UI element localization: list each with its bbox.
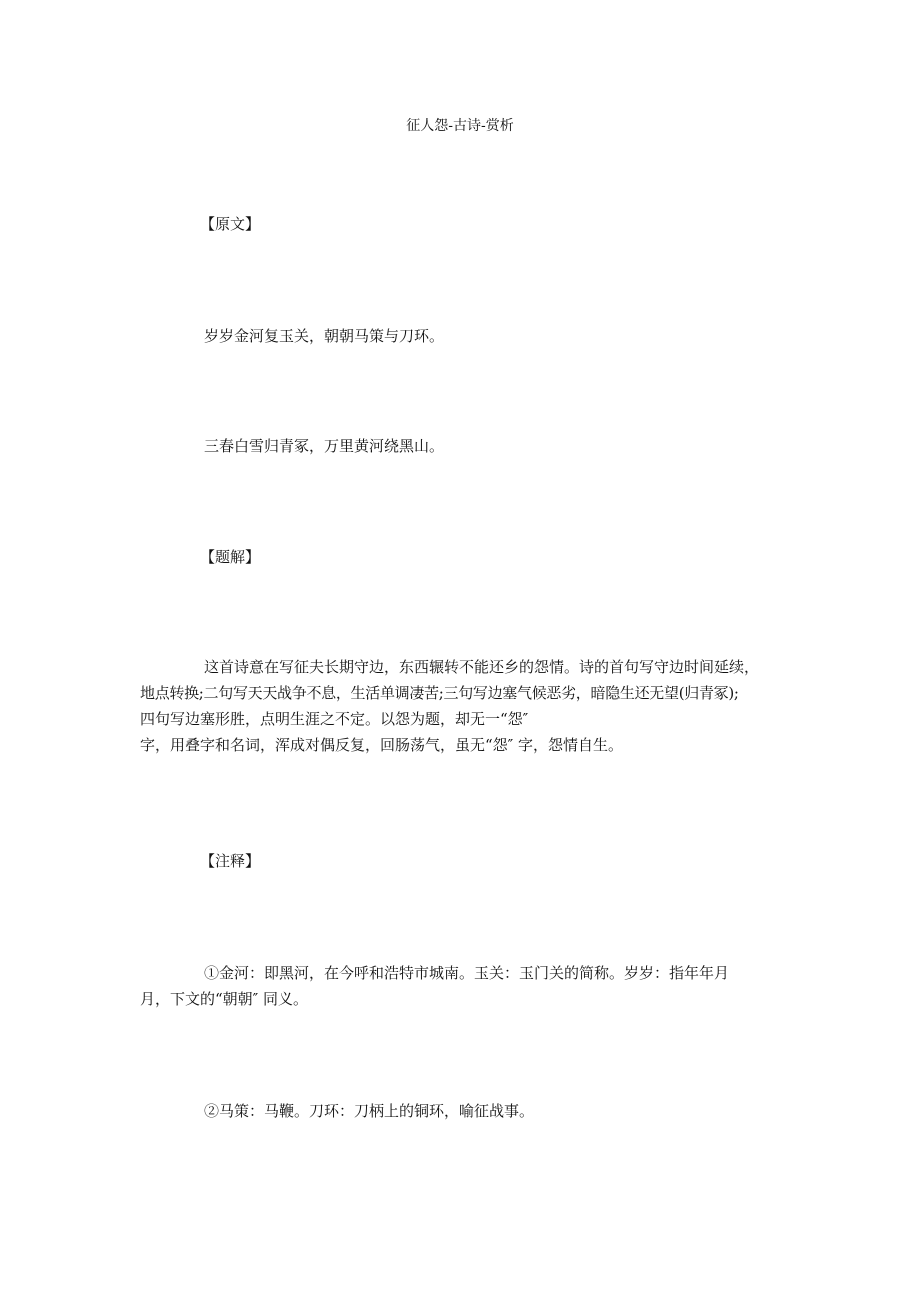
- note-1: [140, 960, 780, 1012]
- note-2: [140, 1098, 780, 1124]
- poem-line-2: [140, 433, 780, 459]
- heading-explanation: 【题解】: [200, 548, 261, 566]
- heading-original: 【原文】: [200, 215, 261, 233]
- explanation-line-1: 这首诗意在写征夫长期守边，东西辗转不能还乡的怨情。诗的首句写守边时间延续，: [204, 658, 760, 676]
- explanation-line-2: 地点转换;二句写天天战争不息，生活单调凄苦;三句写边塞气候恶劣，暗隐生还无望(归青冢);: [140, 684, 739, 702]
- document-title: 征人怨-古诗-赏析: [406, 118, 514, 134]
- heading-notes: 【注释】: [200, 852, 261, 870]
- explanation-line-3: 四句写边塞形胜，点明生涯之不定。以怨为题，却无一“怨″: [140, 710, 529, 728]
- poem-line-2-text: 三春白雪归青冢，万里黄河绕黑山。: [204, 437, 445, 455]
- poem-line-1: [140, 323, 780, 349]
- note-1-line-2: 月，下文的“朝朝″ 同义。: [140, 990, 309, 1008]
- note-1-line-1: ①金河：即黑河，在今呼和浩特市城南。玉关：玉门关的简称。岁岁：指年年月: [204, 964, 730, 982]
- note-2-text: ②马策：马鞭。刀环：刀柄上的铜环，喻征战事。: [204, 1102, 535, 1120]
- poem-line-1-text: 岁岁金河复玉关，朝朝马策与刀环。: [204, 327, 445, 345]
- explanation-line-4: 字，用叠字和名词，浑成对偶反复，回肠荡气，虽无“怨″ 字，怨情自生。: [140, 736, 624, 754]
- explanation-paragraph: [140, 654, 780, 758]
